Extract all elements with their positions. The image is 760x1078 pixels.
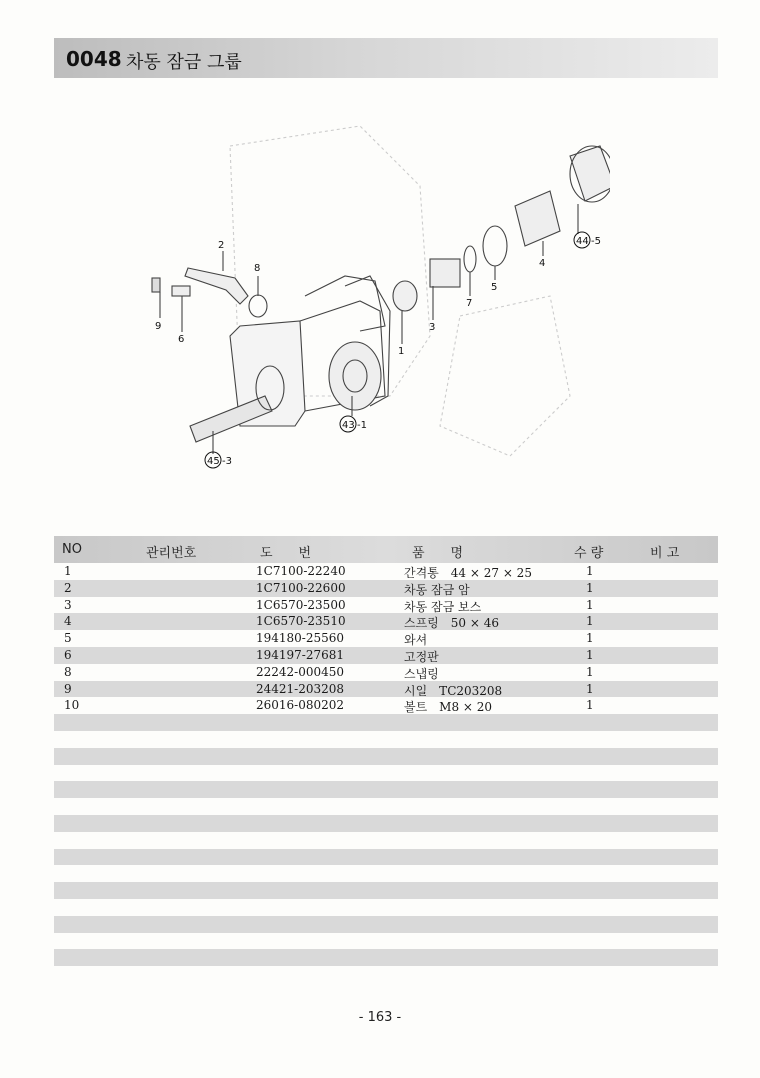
cell-drawing: 22242-000450 <box>256 664 345 679</box>
callout-1: 1 <box>398 346 405 357</box>
callout-44: 44 <box>576 236 589 247</box>
table-row <box>54 664 718 681</box>
cell-drawing: 26016-080202 <box>256 698 345 713</box>
callout-4: 4 <box>539 258 546 269</box>
callout-3: 3 <box>429 322 436 333</box>
cell-qty: 1 <box>586 664 594 679</box>
group-title: 차동 잠금 그룹 <box>126 52 242 73</box>
cell-drawing: 194197-27681 <box>256 647 345 662</box>
table-row-empty <box>54 882 718 899</box>
table-row-empty <box>54 765 718 782</box>
cell-no: 10 <box>64 698 80 713</box>
cell-no: 3 <box>64 597 72 612</box>
table-row-empty <box>54 865 718 882</box>
table-row <box>54 681 718 698</box>
cell-name: 스냅링 <box>404 666 439 681</box>
cell-name: 와셔 <box>404 633 428 648</box>
cell-name: 스프링 50 × 46 <box>404 616 499 631</box>
callout-2: 2 <box>218 240 225 251</box>
cell-no: 4 <box>64 614 72 629</box>
table-row-empty <box>54 815 718 832</box>
table-row-empty <box>54 899 718 916</box>
cell-no: 2 <box>64 580 72 595</box>
col-remarks: 비 고 <box>650 546 680 561</box>
callout-44-suffix: -5 <box>591 236 601 247</box>
callout-9: 9 <box>155 321 162 332</box>
cell-name: 차동 잠금 암 <box>404 582 470 597</box>
table-row-empty <box>54 781 718 798</box>
table-row-empty <box>54 933 718 950</box>
cell-name: 고정판 <box>404 649 439 664</box>
table-row-empty <box>54 748 718 765</box>
table-row <box>54 647 718 664</box>
table-row-empty <box>54 798 718 815</box>
table-row-empty <box>54 714 718 731</box>
col-qty: 수 량 <box>574 546 604 561</box>
cell-no: 6 <box>64 647 72 662</box>
cell-qty: 1 <box>586 564 594 578</box>
callout-43-suffix: -1 <box>357 420 367 431</box>
exploded-parts-diagram <box>130 96 610 496</box>
cell-name: 차동 잠금 보스 <box>404 599 482 614</box>
cell-qty: 1 <box>586 614 594 629</box>
table-row <box>54 580 718 597</box>
title-bar <box>54 38 718 78</box>
cell-qty: 1 <box>586 580 594 595</box>
col-drawing-no: 도 번 <box>260 546 312 561</box>
col-management-no: 관리번호 <box>146 546 197 561</box>
col-part-name: 품 명 <box>412 546 464 561</box>
page-number: - 163 - <box>358 1010 402 1025</box>
table-row-empty <box>54 731 718 748</box>
cell-qty: 1 <box>586 698 594 713</box>
cell-name: 시일 TC203208 <box>404 683 503 698</box>
cell-qty: 1 <box>586 681 594 696</box>
cell-qty: 1 <box>586 647 594 662</box>
cell-name: 볼트 M8 × 20 <box>404 700 493 715</box>
cell-no: 8 <box>64 664 72 679</box>
cell-drawing: 1C7100-22600 <box>256 580 346 595</box>
cell-drawing: 1C6570-23500 <box>256 597 346 612</box>
parts-table <box>54 536 718 966</box>
table-row-empty <box>54 832 718 849</box>
cell-no: 9 <box>64 681 72 696</box>
table-row-empty <box>54 916 718 933</box>
table-row-empty <box>54 949 718 966</box>
cell-name: 간격통 44 × 27 × 25 <box>404 566 532 580</box>
table-header <box>54 536 718 563</box>
cell-drawing: 1C7100-22240 <box>256 564 346 578</box>
table-row <box>54 563 718 580</box>
cell-drawing: 194180-25560 <box>256 631 345 646</box>
callout-43: 43 <box>342 420 355 431</box>
callout-7: 7 <box>466 298 473 309</box>
callout-8: 8 <box>254 263 261 274</box>
cell-qty: 1 <box>586 597 594 612</box>
cell-no: 1 <box>64 564 72 578</box>
cell-no: 5 <box>64 631 72 646</box>
group-code: 0048 <box>66 47 122 71</box>
cell-drawing: 1C6570-23510 <box>256 614 346 629</box>
table-row <box>54 597 718 614</box>
cell-drawing: 24421-203208 <box>256 681 345 696</box>
table-row <box>54 630 718 647</box>
callout-45: 45 <box>207 456 220 467</box>
callout-6: 6 <box>178 334 185 345</box>
table-row-empty <box>54 849 718 866</box>
callout-5: 5 <box>491 282 498 293</box>
table-row <box>54 613 718 630</box>
table-row <box>54 697 718 714</box>
callout-45-suffix: -3 <box>222 456 232 467</box>
col-no: NO <box>62 542 82 557</box>
cell-qty: 1 <box>586 631 594 646</box>
